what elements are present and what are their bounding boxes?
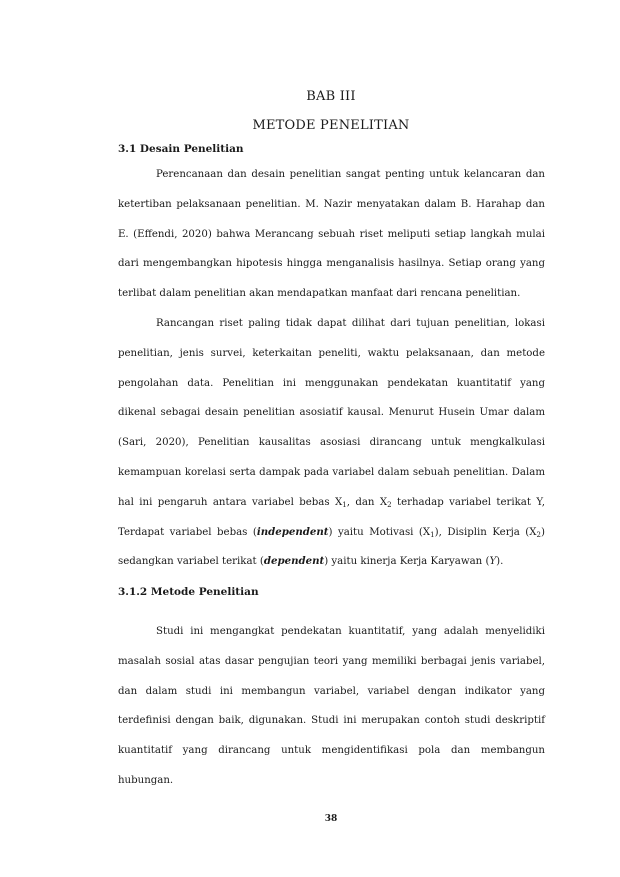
section-heading-metode: 3.1.2 Metode Penelitian bbox=[118, 586, 259, 598]
paragraph-text: ). bbox=[496, 556, 504, 568]
paragraph-desain-1: Perencanaan dan desain penelitian sangat penting untuk kelancaran dan ketertiban pelaksanaan penelitian. M. Nazir menyatakan dalam B. Harahap dan E. (Effendi, 2020) bahwa Merancang sebuah riset meliputi setiap langkah mulai dari mengembangkan hipotesis hingga menganalisis hasilnya. Setiap orang yang terlibat dalam penelitian akan mendapatkan manfaat dari rencana penelitian. bbox=[118, 169, 545, 300]
subscript: 1 bbox=[430, 530, 435, 539]
paragraph-text: Rancangan riset paling tidak dapat dilihat dari tujuan penelitian, lokasi penelitian, jenis survei, keterkaitan peneliti, waktu pelaksanaan, dan metode pengolahan data. Penelitian ini menggunakan pendekatan kuantitatif yang dikenal sebagai desain penelitian asosiatif kausal. Menurut Husein Umar dalam (Sari, 2020), Penelitian kausalitas asosiasi dirancang untuk mengkalkulasi kemampuan korelasi serta dampak pada variabel dalam sebuah penelitian. Dalam hal ini pengaruh antara variabel bebas X bbox=[118, 318, 545, 508]
paragraph-text: ) yaitu Motivasi (X bbox=[328, 526, 431, 538]
term-independent: independent bbox=[256, 525, 329, 538]
paragraph-text: ), Disiplin Kerja (X bbox=[434, 526, 537, 538]
paragraph-text: ) sedangkan variabel terikat ( bbox=[118, 526, 545, 568]
page-number: 38 bbox=[324, 814, 338, 824]
subscript: 1 bbox=[342, 500, 347, 509]
paragraph-metode-1: Studi ini mengangkat pendekatan kuantitatif, yang adalah menyelidiki masalah sosial atas dasar pengujian teori yang memiliki berbagai jenis variabel, dan dalam studi ini membangun variabel, variabel dengan indikator yang terdefinisi dengan baik, digunakan. Studi ini merupakan contoh studi deskriptif kuantitatif yang dirancang untuk mengidentifikasi pola dan membangun hubungan. bbox=[118, 626, 545, 786]
paragraph-text: terhadap variabel terikat Y, Terdapat variabel bebas ( bbox=[118, 496, 546, 538]
chapter-title: METODE PENELITIAN bbox=[252, 118, 410, 133]
paragraph-desain-2 bbox=[118, 309, 545, 577]
section-heading-desain: 3.1 Desain Penelitian bbox=[118, 143, 244, 155]
chapter-label: BAB III bbox=[306, 89, 356, 104]
variable-y: Y bbox=[489, 556, 497, 568]
subscript: 2 bbox=[536, 530, 541, 539]
paragraph-text: ) yaitu kinerja Kerja Karyawan ( bbox=[324, 556, 490, 568]
subscript: 2 bbox=[387, 500, 392, 509]
term-dependent: dependent bbox=[263, 555, 325, 568]
paragraph-text: , dan X bbox=[346, 496, 388, 508]
